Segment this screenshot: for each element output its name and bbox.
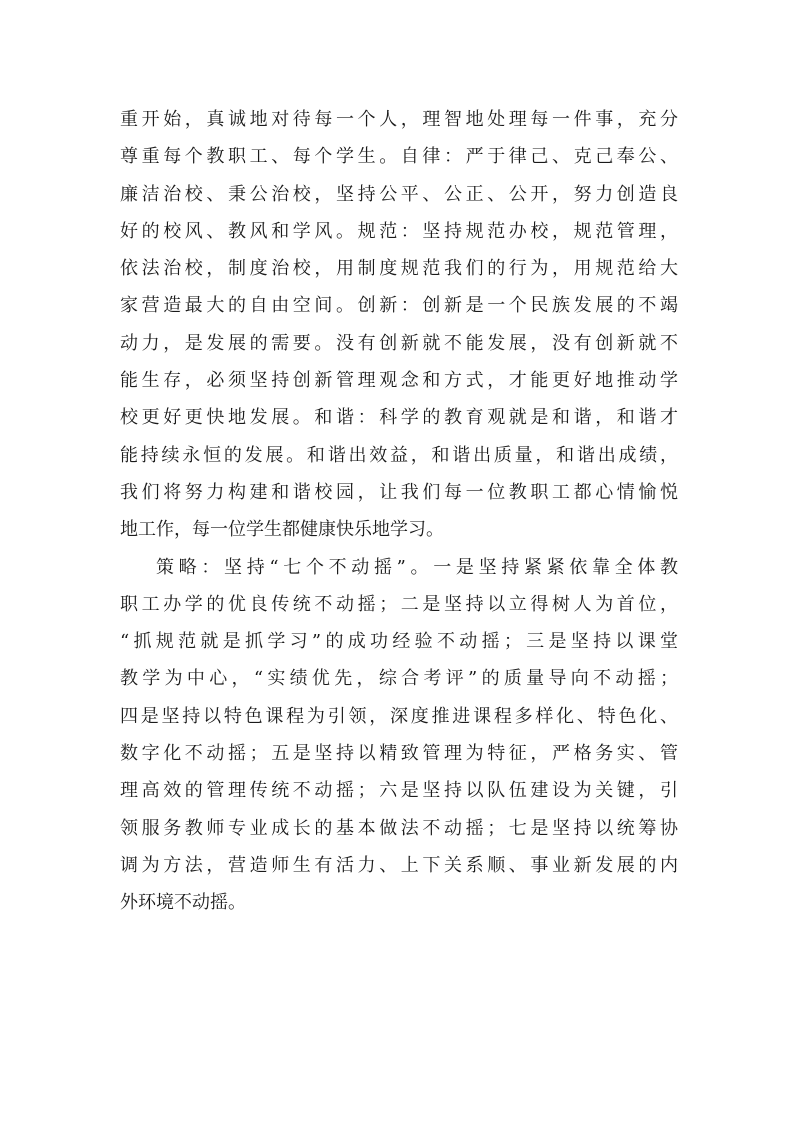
text-line: 家营造最大的自由空间。创新：创新是一个民族发展的不竭 (120, 295, 678, 317)
text-line: 廉洁治校、秉公治校，坚持公平、公正、公开，努力创造良 (120, 183, 678, 205)
text-line: 领服务教师专业成长的基本做法不动摇；七是坚持以统筹协 (120, 817, 678, 839)
text-line: 我们将努力构建和谐校园，让我们每一位教职工都心情愉悦 (120, 481, 678, 503)
text-line: 能持续永恒的发展。和谐出效益，和谐出质量，和谐出成绩， (120, 444, 678, 466)
text-line: 调为方法，营造师生有活力、上下关系顺、事业新发展的内 (120, 854, 678, 876)
text-line: 理高效的管理传统不动摇；六是坚持以队伍建设为关键，引 (120, 780, 678, 802)
paragraph-values (120, 101, 678, 549)
text-line: 动力，是发展的需要。没有创新就不能发展，没有创新就不 (120, 332, 678, 354)
text-line: 外环境不动摇。 (120, 892, 246, 914)
text-line: 四是坚持以特色课程为引领，深度推进课程多样化、特色化、 (120, 705, 678, 727)
text-line: 策略：坚持“七个不动摇”。一是坚持紧紧依靠全体教 (156, 556, 678, 578)
text-line: 职工办学的优良传统不动摇；二是坚持以立得树人为首位， (120, 593, 678, 615)
document-body (120, 101, 678, 922)
text-line: 地工作，每一位学生都健康快乐地学习。 (120, 519, 444, 541)
text-line: 数字化不动摇；五是坚持以精致管理为特征，严格务实、管 (120, 743, 678, 765)
text-line: 好的校风、教风和学风。规范：坚持规范办校，规范管理， (120, 220, 678, 242)
text-line: 重开始，真诚地对待每一个人，理智地处理每一件事，充分 (120, 109, 678, 130)
text-line: 教学为中心，“实绩优先，综合考评”的质量导向不动摇； (120, 668, 678, 690)
paragraph-strategy (120, 549, 678, 922)
text-line: “抓规范就是抓学习”的成功经验不动摇；三是坚持以课堂 (120, 631, 678, 653)
text-line: 依法治校，制度治校，用制度规范我们的行为，用规范给大 (120, 258, 678, 280)
text-line: 能生存，必须坚持创新管理观念和方式，才能更好地推动学 (120, 370, 678, 392)
text-line: 尊重每个教职工、每个学生。自律：严于律己、克己奉公、 (120, 146, 678, 168)
text-line: 校更好更快地发展。和谐：科学的教育观就是和谐，和谐才 (120, 407, 678, 429)
